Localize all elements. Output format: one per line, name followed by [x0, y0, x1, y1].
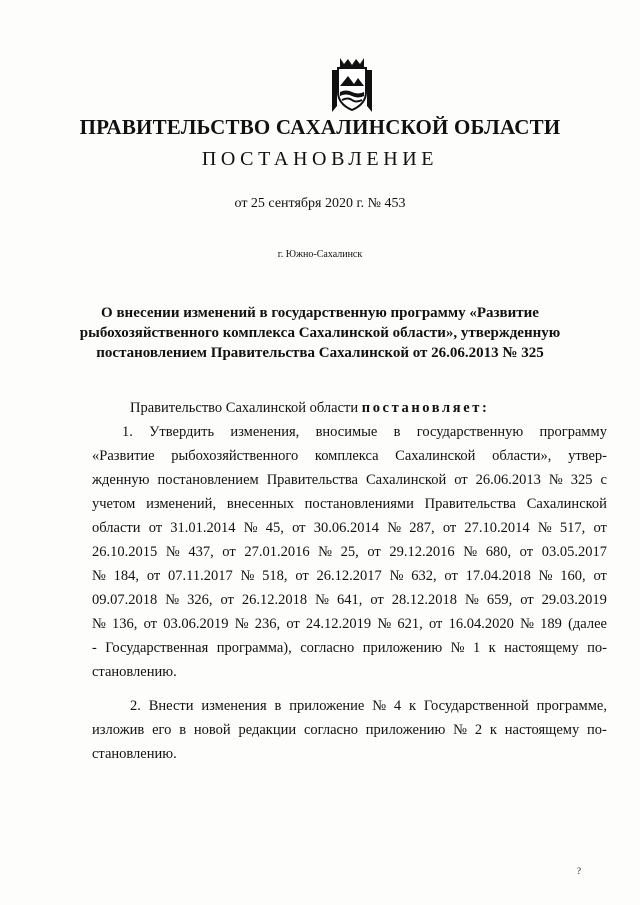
- word: 29.03.2019: [541, 592, 607, 608]
- word: 437,: [188, 544, 214, 560]
- word: 1: [472, 640, 481, 656]
- word: №: [538, 568, 553, 584]
- word: рыбохозяйственного: [171, 448, 299, 464]
- government-title: ПРАВИТЕЛЬСТВО САХАЛИНСКОЙ ОБЛАСТИ: [79, 115, 561, 139]
- word: изменения,: [230, 424, 300, 440]
- paragraph-spacer: [92, 684, 607, 694]
- word: №: [377, 616, 392, 632]
- word: -: [92, 640, 97, 656]
- word: 26.10.2015: [92, 544, 158, 560]
- word: изложив: [92, 722, 145, 738]
- word: 17.04.2018: [465, 568, 531, 584]
- word: №: [165, 544, 180, 560]
- word: 24.12.2019: [305, 616, 372, 632]
- word: 26.12.2018: [241, 592, 308, 608]
- word: от: [519, 544, 534, 560]
- word: 29.12.2016: [389, 544, 455, 560]
- word: 236,: [254, 616, 281, 632]
- word: 30.06.2014: [313, 520, 379, 536]
- word: от: [222, 544, 236, 560]
- word: с: [600, 472, 607, 488]
- word: к: [488, 640, 496, 656]
- word: от: [220, 592, 234, 608]
- word: Государственной: [423, 698, 529, 714]
- word: программа),: [216, 640, 292, 656]
- word: 03.06.2019: [163, 616, 229, 632]
- word: Сахалинской: [526, 496, 607, 512]
- word: Сахалинской: [365, 472, 447, 488]
- word: жденную: [92, 472, 150, 488]
- word: 184,: [113, 568, 140, 584]
- word: 621,: [397, 616, 423, 632]
- word: 03.05.2017: [541, 544, 607, 560]
- word: 25,: [340, 544, 359, 560]
- word: в: [393, 424, 401, 440]
- word: программе,: [536, 698, 607, 714]
- word: 517,: [559, 520, 586, 536]
- word: №: [453, 722, 467, 738]
- word: 27.10.2014: [464, 520, 530, 536]
- word: его: [152, 722, 172, 738]
- word: новой: [193, 722, 231, 738]
- word: 287,: [409, 520, 435, 536]
- word: внесенных: [226, 496, 294, 512]
- word: 09.07.2018: [92, 592, 158, 608]
- word: 136,: [112, 616, 138, 632]
- word: от: [429, 616, 443, 632]
- paragraph1-line: [92, 540, 607, 564]
- intro-verb: постановляет:: [361, 400, 490, 416]
- word: от: [454, 472, 468, 488]
- word: настоящему: [504, 722, 580, 738]
- word: от: [367, 544, 381, 560]
- paragraph1-line: [92, 612, 607, 636]
- paragraph1-line: [92, 492, 607, 516]
- word: №: [243, 520, 258, 536]
- word: приложению: [365, 722, 446, 738]
- word: 4: [393, 698, 402, 714]
- word: настоящему: [504, 640, 579, 656]
- word: по-: [587, 722, 607, 738]
- word: №: [537, 520, 552, 536]
- word: от: [148, 520, 163, 536]
- paragraph2-line: становлению.: [92, 746, 177, 762]
- document-city: г. Южно-Сахалинск: [277, 249, 363, 260]
- word: 2: [474, 722, 483, 738]
- page-mark: ?: [577, 866, 581, 876]
- paragraph1-line: [92, 564, 607, 588]
- document-type: ПОСТАНОВЛЕНИЕ: [201, 148, 439, 170]
- word: №: [520, 616, 534, 632]
- word: от: [370, 592, 384, 608]
- word: приложению: [362, 640, 443, 656]
- word: государственную: [416, 424, 524, 440]
- word: Правительства: [424, 496, 516, 512]
- word: №: [92, 568, 106, 584]
- word: Утвердить: [149, 424, 215, 440]
- word: №: [548, 472, 563, 488]
- word: 659,: [486, 592, 513, 608]
- paragraph1-line: [92, 588, 607, 612]
- word: 2.: [130, 698, 141, 714]
- word: 1.: [122, 424, 133, 440]
- paragraph2-line: [92, 694, 607, 718]
- word: вносимые: [315, 424, 378, 440]
- word: от: [295, 568, 309, 584]
- word: Государственная: [105, 640, 209, 656]
- word: 07.11.2017: [168, 568, 233, 584]
- document-subject: [60, 303, 580, 363]
- word: 45,: [265, 520, 284, 536]
- word: №: [465, 592, 479, 608]
- word: (далее: [568, 616, 607, 632]
- paragraph2-line: [92, 718, 607, 742]
- word: утвер-: [568, 448, 607, 464]
- word: Сахалинской: [395, 448, 476, 464]
- word: от: [593, 568, 607, 584]
- word: от: [143, 616, 158, 632]
- word: от: [593, 520, 607, 536]
- word: №: [240, 568, 255, 584]
- word: области: [92, 520, 141, 536]
- word: 31.01.2014: [170, 520, 236, 536]
- word: приложение: [289, 698, 365, 714]
- word: изменения: [201, 698, 267, 714]
- paragraph1-line: [92, 420, 607, 444]
- word: №: [387, 520, 402, 536]
- paragraph1-line: [92, 468, 607, 492]
- word: «Развитие: [92, 448, 155, 464]
- document-date-number: от 25 сентября 2020 г. № 453: [234, 196, 406, 211]
- word: Внести: [148, 698, 194, 714]
- word: №: [318, 544, 333, 560]
- coat-of-arms-icon: [328, 56, 376, 114]
- word: 27.01.2016: [244, 544, 310, 560]
- word: №: [92, 616, 106, 632]
- word: 326,: [187, 592, 213, 608]
- word: согласно: [300, 640, 355, 656]
- word: от: [442, 520, 457, 536]
- paragraph1-line: [92, 636, 607, 660]
- word: №: [165, 592, 180, 608]
- word: от: [520, 592, 534, 608]
- word: от: [292, 520, 306, 536]
- word: 641,: [336, 592, 363, 608]
- paragraph1-line: становлению.: [92, 664, 177, 680]
- word: №: [450, 640, 465, 656]
- paragraph1-line: [92, 444, 607, 468]
- word: 680,: [485, 544, 512, 560]
- word: №: [389, 568, 404, 584]
- word: Правительства: [266, 472, 358, 488]
- word: по-: [587, 640, 607, 656]
- paragraph1-line: [92, 516, 607, 540]
- word: учетом: [92, 496, 136, 512]
- word: в: [274, 698, 282, 714]
- subject-line: О внесении изменений в государственную программу «Развитие: [101, 305, 539, 321]
- word: 28.12.2018: [391, 592, 457, 608]
- word: редакции: [238, 722, 297, 738]
- word: программу: [539, 424, 607, 440]
- word: №: [234, 616, 249, 632]
- word: комплекса: [314, 448, 379, 464]
- word: согласно: [303, 722, 358, 738]
- word: 26.06.2013: [475, 472, 541, 488]
- document-body: [92, 396, 607, 766]
- subject-line: постановлением Правительства Сахалинской от 26.06.2013 № 325: [96, 345, 544, 361]
- word: 189: [540, 616, 562, 632]
- subject-line: рыбохозяйственного комплекса Сахалинской области», утвержденную: [79, 325, 561, 341]
- word: 160,: [560, 568, 586, 584]
- word: изменений,: [146, 496, 217, 512]
- word: в: [179, 722, 187, 738]
- word: 518,: [262, 568, 288, 584]
- word: 16.04.2020: [448, 616, 514, 632]
- word: 325: [570, 472, 593, 488]
- word: к: [409, 698, 417, 714]
- word: от: [146, 568, 161, 584]
- word: 632,: [411, 568, 437, 584]
- word: области»,: [492, 448, 552, 464]
- word: постановлением: [157, 472, 259, 488]
- word: 26.12.2017: [316, 568, 382, 584]
- intro-text: Правительство Сахалинской области: [130, 400, 359, 416]
- word: от: [444, 568, 458, 584]
- word: №: [372, 698, 387, 714]
- word: к: [489, 722, 497, 738]
- word: №: [315, 592, 329, 608]
- intro-line: [92, 396, 607, 420]
- word: от: [286, 616, 300, 632]
- word: постановлениями: [304, 496, 414, 512]
- word: №: [463, 544, 478, 560]
